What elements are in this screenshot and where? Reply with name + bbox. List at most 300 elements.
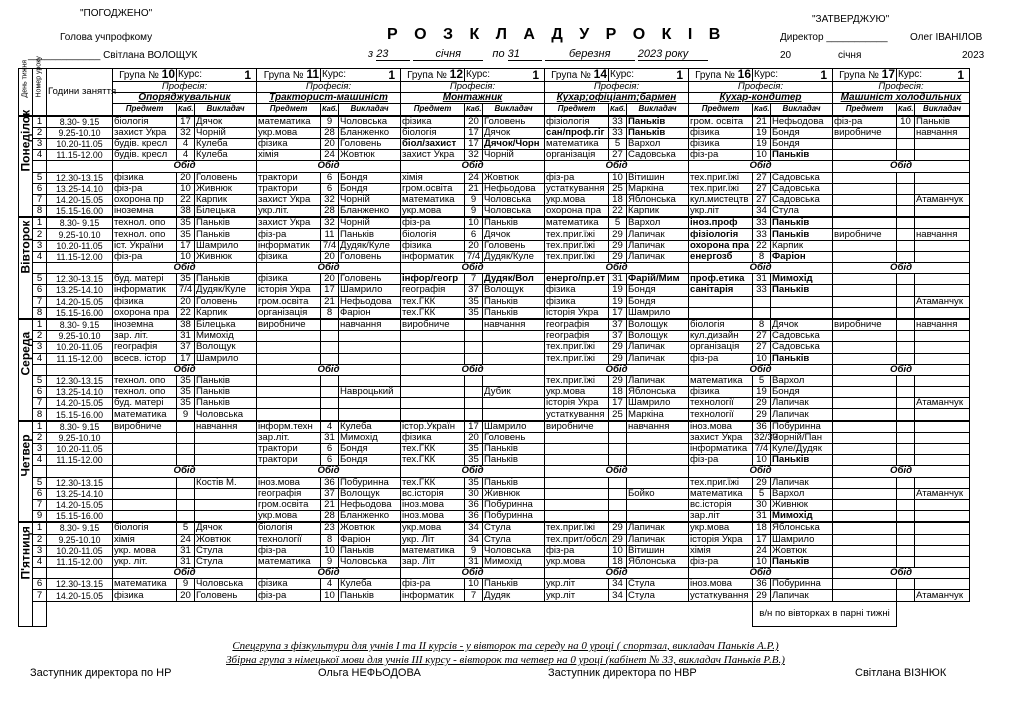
room-cell [609,455,627,466]
course-cell [465,69,545,82]
teacher-cell: Маркіна [627,409,689,421]
subject-cell: технології [689,398,753,409]
room-cell [321,319,339,331]
teacher-cell [339,331,401,342]
room-cell: 10 [753,150,771,161]
lunch-row [19,263,994,274]
room-cell: 17 [609,307,627,319]
teacher-cell: Нефьодова [483,183,545,194]
room-cell [465,398,483,409]
teacher-cell: навчання [195,421,257,433]
subject-cell: кул.дизайн [689,331,753,342]
day-name-cell [19,522,33,626]
subject-cell: інформ.техн [257,421,321,433]
room-cell [897,455,915,466]
teacher-cell [483,398,545,409]
subject-header: Предмет [113,104,177,116]
room-cell [321,331,339,342]
room-cell: 35 [177,217,195,229]
teacher-cell: Яблонська [627,194,689,205]
lesson-hours: 14.20-15.05 [47,590,113,601]
room-cell: 21 [321,499,339,510]
subject-cell: трактори [257,172,321,183]
subject-cell: кул.мистецтв [689,194,753,205]
teacher-cell: Дубик [483,387,545,398]
room-cell: 20 [465,116,483,128]
teacher-cell: Кулеба [339,579,401,590]
room-cell: 38 [177,206,195,218]
subject-cell: вс.історія [689,499,753,510]
room-cell: 20 [321,274,339,285]
lesson-row [19,601,994,626]
room-cell: 27 [609,150,627,161]
room-cell: 25 [609,409,627,421]
course-label: Курс: [898,69,923,80]
room-cell: 18 [609,556,627,567]
approved-heading: "ЗАТВЕРДЖУЮ" [812,14,890,25]
room-cell: 17 [177,116,195,128]
room-cell [897,240,915,251]
lesson-row [19,511,994,523]
subject-cell: устаткування [689,590,753,601]
course-number: 1 [957,68,964,82]
teacher-cell: Бондя [339,172,401,183]
from-month: січня [413,48,483,61]
lesson-number: 9 [33,511,47,523]
teacher-cell: Лапичак [771,477,833,488]
room-cell [897,307,915,319]
teacher-cell [915,331,970,342]
subject-cell [401,342,465,353]
course-number: 1 [244,68,251,82]
lunch-cell: Обід [545,161,689,172]
lesson-hours: 13.25-14.10 [47,387,113,398]
teacher-cell: Дячок [483,127,545,138]
profession-label: Професія: [833,82,970,93]
teacher-cell: навчання [339,319,401,331]
lesson-row [19,217,994,229]
teacher-cell: Кулеба [195,138,257,149]
room-cell [897,285,915,296]
room-cell: 22 [177,194,195,205]
subject-cell: гром.освіта [401,183,465,194]
room-cell [609,488,627,499]
subject-cell [113,432,177,443]
subject-cell [257,331,321,342]
teacher-header: Викладач [771,104,833,116]
room-cell [897,545,915,556]
subject-cell: географія [113,342,177,353]
teacher-cell: Паньків [771,455,833,466]
subject-cell: виробниче [113,421,177,433]
subject-cell: зар.літ [689,511,753,523]
subject-cell: фіз-ра [113,183,177,194]
teacher-cell: Шамрило [339,285,401,296]
lesson-hours: 14.20-15.05 [47,499,113,510]
subject-cell [833,421,897,433]
lesson-hours: 12.30-13.15 [47,375,113,386]
teacher-cell: Дудяк/Куле [339,240,401,251]
room-cell: 31 [753,274,771,285]
lesson-row [19,488,994,499]
room-cell: 9 [177,409,195,421]
subject-cell [833,556,897,567]
subject-cell [833,194,897,205]
group-number-cell [401,69,465,82]
subject-cell: фізика [257,251,321,262]
teacher-cell: Паньків [483,296,545,307]
room-cell: 10 [897,116,915,128]
lunch-cell: Обід [545,364,689,375]
room-cell [897,499,915,510]
subject-cell: фізіологія [689,229,753,240]
teacher-cell [915,545,970,556]
lesson-hours: 13.25-14.10 [47,285,113,296]
lesson-row [19,150,994,161]
lesson-hours: 8.30- 9.15 [47,522,113,534]
room-cell: 29 [609,353,627,364]
teacher-cell: Дудяк/Куле [483,251,545,262]
agreed-heading: "ПОГОДЖЕНО" [80,8,153,19]
lesson-number: 7 [33,499,47,510]
teacher-cell: Чорній [483,150,545,161]
teacher-cell: Костів М. [195,477,257,488]
room-cell: 33 [753,285,771,296]
room-cell: 31 [177,331,195,342]
teacher-cell: Лапичак [771,590,833,601]
lesson-number: 1 [33,319,47,331]
teacher-cell: Дудяк [483,590,545,601]
day-name: Вівторок [18,220,33,274]
subject-cell: фізика [689,138,753,149]
teacher-cell: Бондя [627,296,689,307]
subject-cell: виробниче [833,127,897,138]
room-cell: 24 [753,545,771,556]
room-cell: 7/4 [177,285,195,296]
teacher-cell: Побуринна [771,421,833,433]
room-cell: 36 [753,421,771,433]
teacher-cell: Садовська [771,194,833,205]
teacher-cell: Шамрило [195,240,257,251]
subject-cell: будів. кресл [113,150,177,161]
subject-cell [833,138,897,149]
group-number: 14 [593,67,607,81]
room-header: Каб. [465,104,483,116]
teacher-cell: Паньків [339,229,401,240]
group-number: 10 [161,67,175,81]
room-cell [609,477,627,488]
room-cell: 4 [321,579,339,590]
subject-cell [113,511,177,523]
room-cell [897,172,915,183]
lesson-row [19,319,994,331]
group-number: 12 [449,67,463,81]
profession-name: Машиніст холодильних [833,93,970,104]
lunch-cell: Обід [545,466,689,477]
room-cell: 27 [753,172,771,183]
course-cell [177,69,257,82]
teacher-cell: Чорній [195,127,257,138]
teacher-cell: Дудяк/Вол [483,274,545,285]
room-cell: 29 [753,590,771,601]
lunch-row [19,364,994,375]
teacher-cell: Жовтюк [339,522,401,534]
course-label: Курс: [466,69,491,80]
subject-cell: тех.приг.їжі [545,375,609,386]
subject-cell: зар. Літ [401,556,465,567]
lesson-number: 3 [33,342,47,353]
teacher-cell: Лапичак [627,251,689,262]
room-cell: 33 [609,127,627,138]
room-cell: 36 [753,579,771,590]
teacher-cell [915,307,970,319]
lesson-number: 6 [33,579,47,590]
room-cell: 8 [321,534,339,545]
subject-cell: укр. літ. [113,556,177,567]
lesson-number: 1 [33,522,47,534]
teacher-cell: Побуринна [483,511,545,523]
teacher-cell: Чорній [339,194,401,205]
subject-cell: енергозб [689,251,753,262]
room-cell: 35 [177,387,195,398]
subject-cell: трактори [257,444,321,455]
teacher-cell: Нефьодова [771,116,833,128]
subject-cell: фіз-ра [401,217,465,229]
teacher-cell [915,240,970,251]
lunch-cell: Обід [113,364,257,375]
room-cell: 27 [753,342,771,353]
teacher-cell [195,499,257,510]
lesson-row [19,240,994,251]
subject-cell: фізика [257,138,321,149]
room-cell: 9 [465,206,483,218]
room-cell: 20 [177,296,195,307]
subject-header: Предмет [401,104,465,116]
teacher-cell: Лапичак [627,375,689,386]
group-label: Група № [551,70,591,81]
room-cell [321,342,339,353]
course-number: 1 [820,68,827,82]
room-cell: 5 [609,217,627,229]
room-cell: 8 [321,307,339,319]
room-cell [897,511,915,523]
lunch-cell: Обід [833,364,970,375]
teacher-cell: Чорній [339,217,401,229]
teacher-cell: Яблонська [627,387,689,398]
teacher-cell: Лапичак [771,409,833,421]
subject-cell: тех.ГКК [401,296,465,307]
lesson-row [19,398,994,409]
teacher-cell: навчання [915,229,970,240]
lesson-number: 8 [33,206,47,218]
lesson-row [19,375,994,386]
teacher-cell [915,499,970,510]
room-cell [609,432,627,443]
teacher-cell: Стула [483,522,545,534]
teacher-cell: Головень [483,240,545,251]
teacher-cell: Шамрило [627,307,689,319]
room-cell [897,296,915,307]
lesson-row [19,353,994,364]
room-cell: 28 [321,206,339,218]
lesson-number: 7 [33,590,47,601]
room-cell: 32 [321,194,339,205]
subject-cell: географія [401,285,465,296]
lesson-row [19,342,994,353]
room-cell: 29 [609,229,627,240]
subject-cell: виробниче [257,319,321,331]
room-cell: 22 [177,307,195,319]
lunch-cell: Обід [257,466,401,477]
lesson-number [33,161,47,172]
teacher-cell [915,534,970,545]
teacher-cell [483,375,545,386]
subject-cell: захист Укра [113,127,177,138]
room-cell: 19 [753,138,771,149]
room-cell: 10 [465,217,483,229]
to-day: 31 [508,48,542,61]
room-cell: 10 [609,545,627,556]
room-cell [897,590,915,601]
course-number: 1 [676,68,683,82]
room-cell: 35 [465,444,483,455]
lunch-cell: Обід [401,263,545,274]
subject-cell: фіз-ра [257,229,321,240]
teacher-cell: Головень [483,116,545,128]
subject-cell: географія [257,488,321,499]
room-header: Каб. [609,104,627,116]
teacher-header: Викладач [483,104,545,116]
room-cell: 34 [753,206,771,218]
room-cell [897,556,915,567]
room-cell: 21 [753,116,771,128]
teacher-cell: Карпик [627,206,689,218]
lunch-cell: Обід [833,568,970,579]
room-cell: 21 [321,296,339,307]
subject-cell: інформатик [401,590,465,601]
room-cell [897,387,915,398]
room-cell: 20 [177,172,195,183]
subject-cell [833,274,897,285]
lesson-hours: 12.30-13.15 [47,579,113,590]
lesson-number: 2 [33,229,47,240]
teacher-cell: Лапичак [627,342,689,353]
subject-cell: будів. кресл [113,138,177,149]
lesson-hours: 9.25-10.10 [47,432,113,443]
room-cell: 6 [321,172,339,183]
lesson-hours: 11.15-12.00 [47,251,113,262]
room-cell: 35 [177,398,195,409]
room-cell [897,251,915,262]
teacher-cell: Вітишин [627,545,689,556]
group-number: 16 [737,67,751,81]
lesson-number [33,263,47,274]
subject-cell [401,409,465,421]
lunch-cell: Обід [545,263,689,274]
room-cell: 20 [465,432,483,443]
room-cell: 25 [609,183,627,194]
teacher-cell: Бланженко [339,206,401,218]
subject-cell: хімія [257,150,321,161]
subject-cell: тех.ГКК [401,444,465,455]
subject-cell [833,455,897,466]
subject-cell: тех.приг.їжі [689,477,753,488]
subject-cell: технол. опо [113,375,177,386]
subject-cell: фіз-ра [257,590,321,601]
room-cell: 24 [321,150,339,161]
subject-cell [113,477,177,488]
agreed-signature: _____________ Світлана ВОЛОЩУК [28,50,198,61]
lesson-hours: 15.15-16.00 [47,511,113,523]
agreed-role: Голова учпрофкому [60,32,153,43]
room-cell: 27 [753,194,771,205]
profession-label: Професія: [545,82,689,93]
teacher-cell: Вархол [627,217,689,229]
teacher-cell: Чоловська [195,409,257,421]
room-cell [609,444,627,455]
room-cell [321,375,339,386]
approved-day: 20 [780,50,792,61]
lunch-cell: Обід [401,466,545,477]
subject-cell: інформатика [689,444,753,455]
lesson-hours [47,364,113,375]
year: 2023 року [638,48,708,61]
group-number-cell [545,69,609,82]
teacher-header: Викладач [915,104,970,116]
teacher-cell: Бланженко [339,127,401,138]
subject-cell [401,387,465,398]
lesson-hours [47,466,113,477]
room-cell [897,398,915,409]
teacher-cell: Головень [483,432,545,443]
room-cell: 35 [465,307,483,319]
room-cell: 5 [753,375,771,386]
teacher-cell [915,444,970,455]
subject-cell: охорона пра [113,307,177,319]
subject-cell [833,444,897,455]
lunch-cell: Обід [833,263,970,274]
teacher-cell: Дячок [483,229,545,240]
subject-cell [833,206,897,218]
lesson-hours: 14.20-15.05 [47,194,113,205]
room-cell: 27 [753,183,771,194]
teacher-cell: Стула [195,556,257,567]
subject-cell: фізика [545,296,609,307]
subject-cell: фізика [689,387,753,398]
teacher-cell [195,444,257,455]
subject-cell: укр.мова [689,522,753,534]
teacher-cell [915,206,970,218]
teacher-cell: Бойко [627,488,689,499]
teacher-cell: Головень [195,172,257,183]
subject-cell: охорона пра [689,240,753,251]
subject-cell: охорона пра [545,206,609,218]
teacher-header: Викладач [339,104,401,116]
room-cell: 7/4 [753,444,771,455]
subject-cell: історія Укра [257,285,321,296]
room-cell: 10 [609,172,627,183]
subject-cell: вс.історія [401,488,465,499]
lesson-row [19,545,994,556]
room-cell: 4 [177,138,195,149]
subject-cell [833,432,897,443]
teacher-cell: Кулеба [195,150,257,161]
subject-cell: історія Укра [545,307,609,319]
subject-cell: інформатик [401,251,465,262]
lunch-cell: Обід [401,161,545,172]
lunch-cell: Обід [833,161,970,172]
group-label: Група № [695,70,735,81]
